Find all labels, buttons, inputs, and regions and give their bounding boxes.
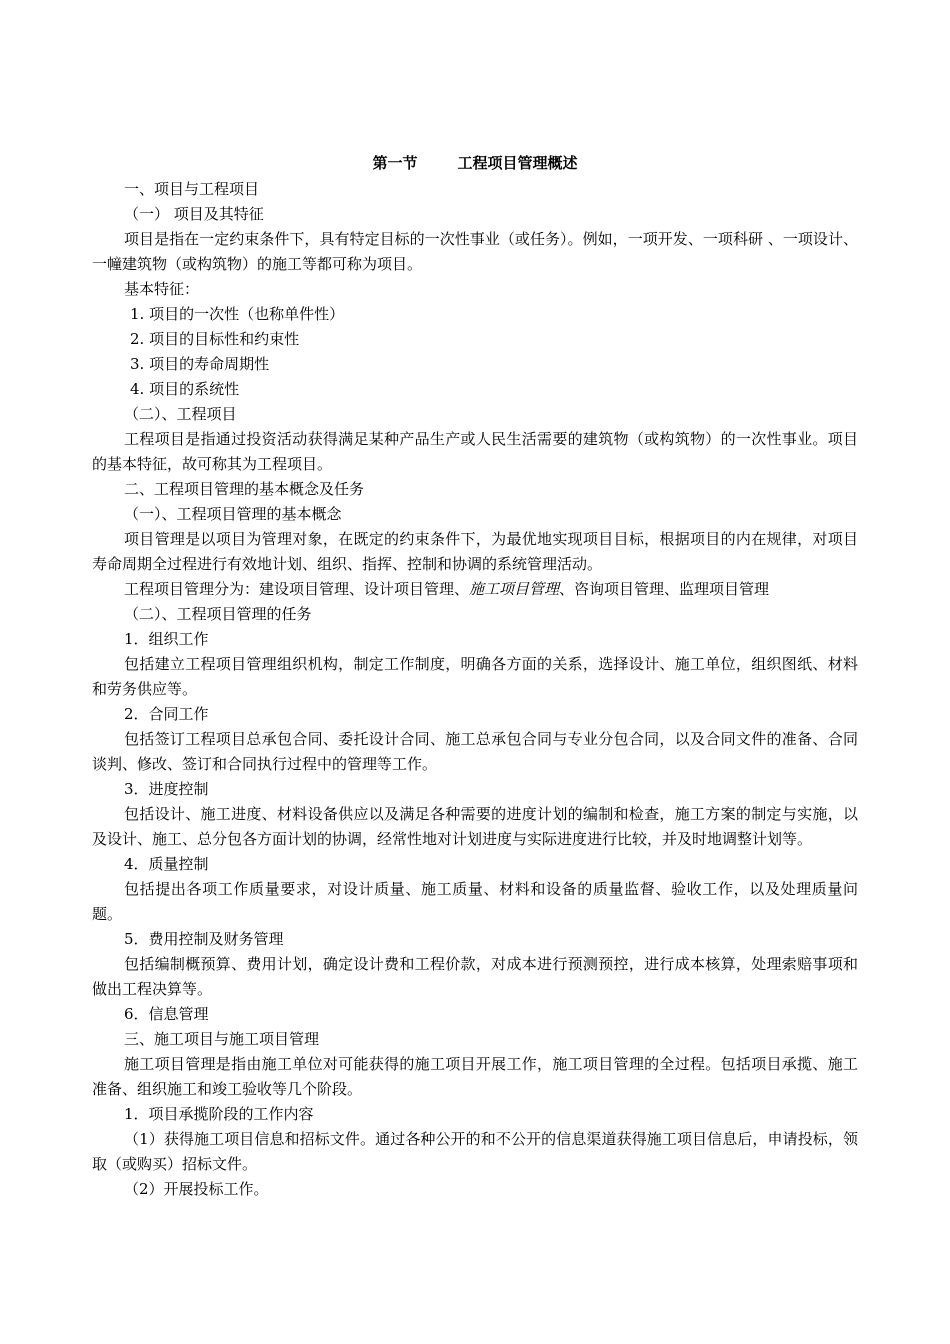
- task-heading-6: 6．信息管理: [124, 1005, 209, 1023]
- subheading-2-1: （一）、工程项目管理的基本概念: [124, 505, 342, 523]
- task-heading-3: 3．进度控制: [124, 780, 209, 798]
- section-heading: 工程项目管理概述: [457, 154, 578, 172]
- feature-item-3: 3. 项目的寿命周期性: [130, 355, 270, 373]
- stage-heading-1: 1．项目承揽阶段的工作内容: [124, 1105, 314, 1123]
- section-title: [0, 152, 950, 174]
- feature-item-4: 4. 项目的系统性: [130, 380, 240, 398]
- management-types-text-a: 工程项目管理分为：建设项目管理、设计项目管理、: [124, 580, 470, 598]
- subheading-1-1: （一） 项目及其特征: [124, 205, 264, 223]
- paragraph-construction-management: 施工项目管理是指由施工单位对可能获得的施工项目开展工作，施工项目管理的全过程。包括项目承揽、施工准备、组织施工和竣工验收等几个阶段。: [92, 1055, 858, 1098]
- task-heading-4: 4．质量控制: [124, 855, 209, 873]
- paragraph-management-types: [92, 577, 858, 602]
- heading-2: 二、工程项目管理的基本概念及任务: [124, 480, 365, 498]
- task-paragraph-5: 包括编制概预算、费用计划，确定设计费和工程价款，对成本进行预测预控，进行成本核算，处理索赔事项和做出工程决算等。: [92, 955, 858, 998]
- heading-3: 三、施工项目与施工项目管理: [124, 1030, 320, 1048]
- task-heading-5: 5．费用控制及财务管理: [124, 930, 284, 948]
- stage-item-2: （2）开展投标工作。: [124, 1180, 269, 1198]
- basic-features-label: 基本特征：: [124, 280, 200, 298]
- task-paragraph-4: 包括提出各项工作质量要求，对设计质量、施工质量、材料和设备的质量监督、验收工作，以及处理质量问题。: [92, 880, 858, 923]
- task-heading-2: 2．合同工作: [124, 705, 209, 723]
- subheading-1-2: （二）、工程项目: [124, 405, 237, 423]
- document-body: [92, 177, 858, 1202]
- feature-item-2: 2. 项目的目标性和约束性: [130, 330, 300, 348]
- feature-item-1: 1. 项目的一次性（也称单件性）: [130, 305, 345, 323]
- task-paragraph-2: 包括签订工程项目总承包合同、委托设计合同、施工总承包合同与专业分包合同，以及合同文件的准备、合同谈判、修改、签订和合同执行过程中的管理等工作。: [92, 730, 858, 773]
- management-types-italic: 施工项目管理: [469, 580, 560, 598]
- stage-item-1: （1）获得施工项目信息和招标文件。通过各种公开的和不公开的信息渠道获得施工项目信息后，申请投标，领取（或购买）招标文件。: [92, 1130, 858, 1173]
- management-types-text-c: 、咨询项目管理、监理项目管理: [559, 580, 770, 598]
- heading-1: 一、项目与工程项目: [124, 180, 260, 198]
- paragraph-project-definition: 项目是指在一定约束条件下，具有特定目标的一次性事业（或任务）。例如，一项开发、一项科研 、一项设计、一幢建筑物（或构筑物）的施工等都可称为项目。: [92, 230, 858, 273]
- subheading-2-2: （二）、工程项目管理的任务: [124, 605, 312, 623]
- paragraph-project-management: 项目管理是以项目为管理对象，在既定的约束条件下，为最优地实现项目目标，根据项目的内在规律，对项目寿命周期全过程进行有效地计划、组织、指挥、控制和协调的系统管理活动。: [92, 530, 858, 573]
- task-heading-1: 1．组织工作: [124, 630, 209, 648]
- task-paragraph-3: 包括设计、施工进度、材料设备供应以及满足各种需要的进度计划的编制和检查，施工方案的制定与实施，以及设计、施工、总分包各方面计划的协调，经常性地对计划进度与实际进度进行比较，并及时地调整计划等。: [92, 805, 858, 848]
- task-paragraph-1: 包括建立工程项目管理组织机构，制定工作制度，明确各方面的关系，选择设计、施工单位，组织图纸、材料和劳务供应等。: [92, 655, 858, 698]
- paragraph-engineering-project: 工程项目是指通过投资活动获得满足某种产品生产或人民生活需要的建筑物（或构筑物）的一次性事业。项目的基本特征，故可称其为工程项目。: [92, 430, 858, 473]
- section-number: 第一节: [372, 154, 418, 172]
